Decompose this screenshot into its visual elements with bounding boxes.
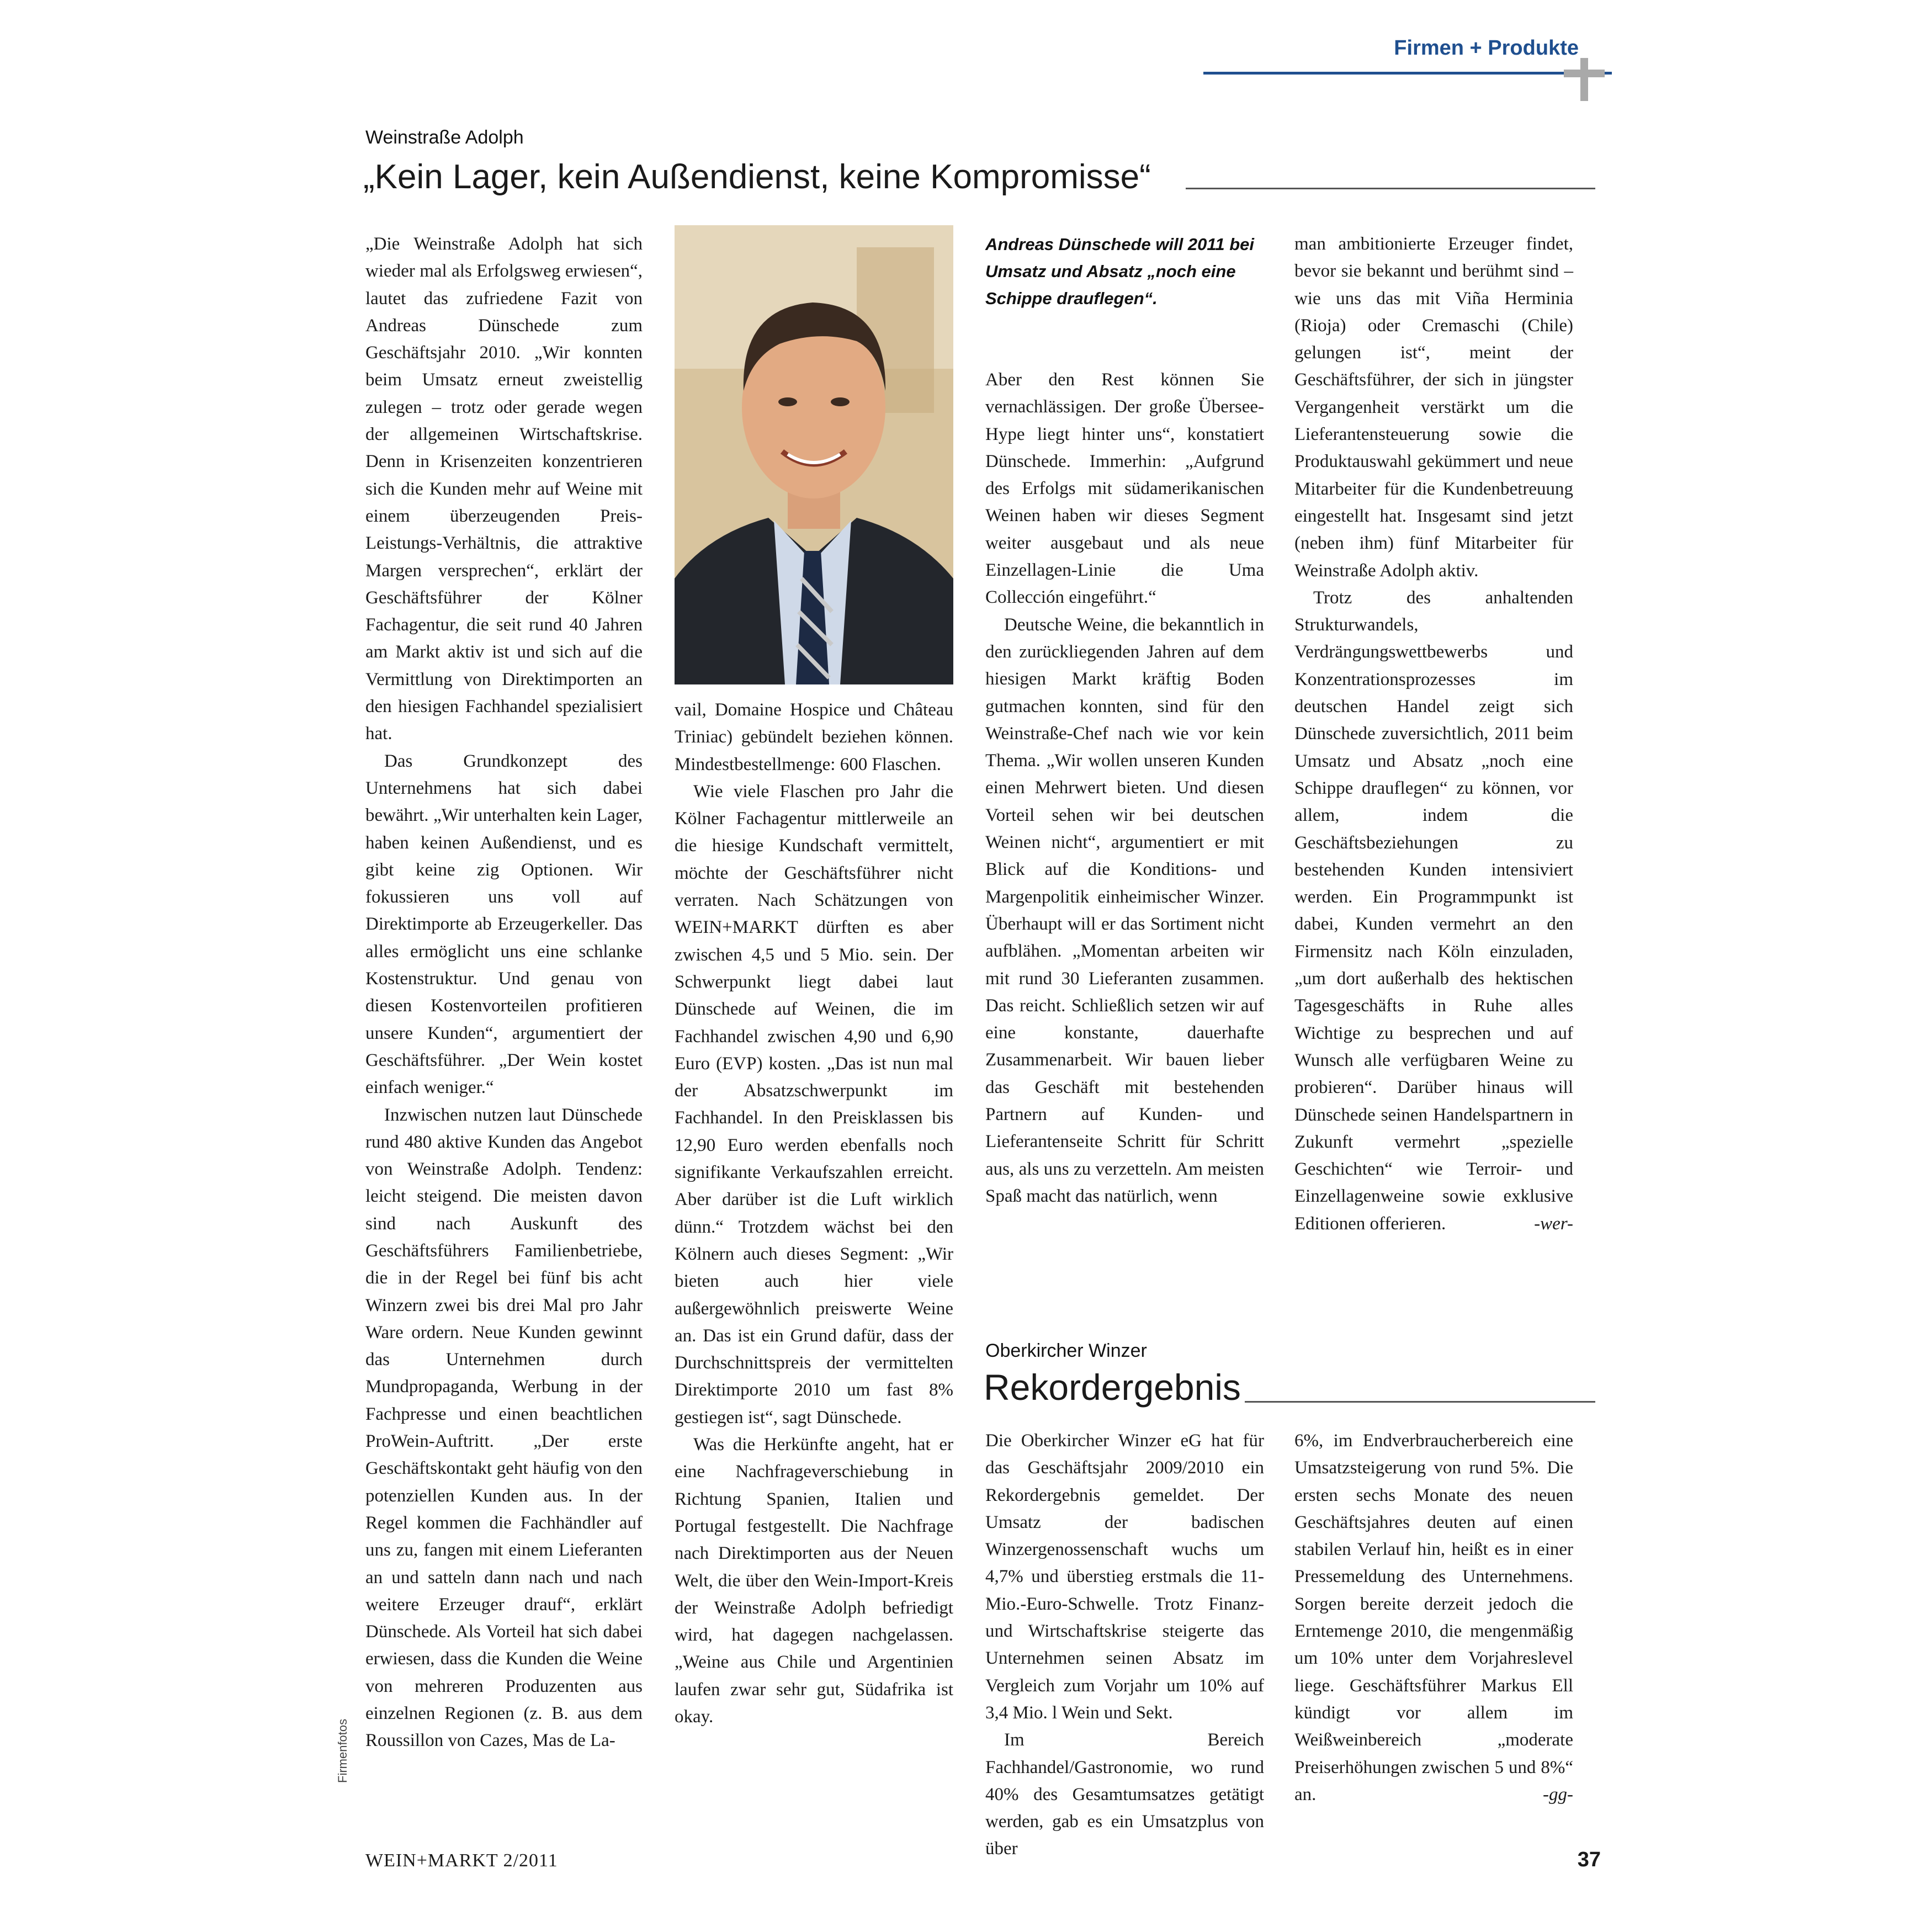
- paragraph: Trotz des anhaltenden Strukturwandels, Verdrängungswettbewerbs und Konzentrationsprozesses im deutschen Handel zeigt sich Dünschede zuversichtlich, 2011 beim Umsatz und Absatz „noch eine Schippe drauflegen“ zu können, vor allem, indem die Geschäftsbeziehungen zu bestehenden Kunden intensiviert werden. Ein Programmpunkt ist dabei, Kunden vermehrt an den Firmensitz nach Köln einzuladen, „um dort außerhalb des hektischen Tagesgeschäfts in Ruhe alles Wichtige zu besprechen und auf Wunsch alle verfügbaren Weine zu probieren“. Darüber hinaus will Dünschede seinen Handelspartnern in Zukunft vermehrt „spezielle Geschichten“ wie Terroir- und Einzellagenweine sowie exklusive Editionen offerieren.: [1294, 587, 1573, 1234]
- article1-headline-rule: [1186, 188, 1595, 189]
- article2-column-1: [985, 1427, 1264, 1863]
- section-label: Firmen + Produkte: [1394, 36, 1579, 60]
- photo-caption: Andreas Dünschede will 2011 bei Umsatz und Absatz „noch eine Schippe drauflegen“.: [985, 235, 1254, 308]
- paragraph: Was die Herkünfte angeht, hat er eine Nachfrageverschiebung in Richtung Spanien, Italien und Portugal festgestellt. Die Nachfrage nach Direktimporten aus der Neuen Welt, die über den Wein-Import-Kreis der Weinstraße Adolph befriedigt wird, hat dagegen nachgelassen. „Weine aus Chile und Argentinien laufen zwar sehr gut, Südafrika ist okay.: [675, 1435, 953, 1727]
- article2-kicker: Oberkircher Winzer: [985, 1340, 1147, 1361]
- plus-icon-horizontal: [1564, 70, 1605, 77]
- plus-icon-vertical: [1580, 58, 1588, 101]
- article1-kicker: Weinstraße Adolph: [365, 127, 524, 148]
- paragraph: vail, Domaine Hospice und Château Triniac) gebündelt beziehen können. Mindestbestellmenge: 600 Flaschen.: [675, 700, 953, 774]
- paragraph: Wie viele Flaschen pro Jahr die Kölner Fachagentur mittlerweile an die hiesige Kundschaft vermittelt, möchte der Geschäftsführer nicht verraten. Nach Schätzungen von WEIN+MARKT dürften es aber zwischen 4,5 und 5 Mio. sein. Der Schwerpunkt liegt dabei laut Dünschede auf Weinen, die im Fachhandel zwischen 4,90 und 6,90 Euro (EVP) kosten. „Das ist nun mal der Absatzschwerpunkt im Fachhandel. In den Preisklassen bis 12,90 Euro werden ebenfalls noch signifikante Verkaufszahlen erreicht. Aber darüber ist die Luft wirklich dünn.“ Trotzdem wächst bei den Kölnern auch dieses Segment: „Wir bieten auch hier viele außergewöhnlich preiswerte Weine an. Das ist ein Grund dafür, dass der Durchschnittspreis der vermittelten Direktimporte 2010 um fast 8% gestiegen ist“, sagt Dünschede.: [675, 781, 953, 1427]
- paragraph: man ambitionierte Erzeuger findet, bevor sie bekannt und berühmt sind – wie uns das mit Viña Herminia (Rioja) oder Cremaschi (Chile) gelungen ist“, meint der Geschäftsführer, der sich in jüngster Vergangenheit verstärkt um die Lieferantensteuerung sowie die Produktauswahl gekümmert und neue Mitarbeiter für die Kundenbetreuung eingestellt hat. Insgesamt sind jetzt (neben ihm) fünf Mitarbeiter für Weinstraße Adolph aktiv.: [1294, 234, 1573, 581]
- article1-column-1: [365, 231, 643, 1755]
- article1-column-3: [985, 367, 1264, 1210]
- paragraph: Inzwischen nutzen laut Dünschede rund 480 aktive Kunden das Angebot von Weinstraße Adolph. Tendenz: leicht steigend. Die meisten davon sind nach Auskunft des Geschäftsführers Familienbetriebe, die in der Regel bei fünf bis acht Winzern zwei bis drei Mal pro Jahr Ware ordern. Neue Kunden gewinnt das Unternehmen durch Mundpropaganda, Werbung in der Fachpresse und einen beachtlichen ProWein-Auftritt. „Der erste Geschäftskontakt geht häufig von den potenziellen Kunden aus. In der Regel kommen die Fachhändler auf uns zu, fangen mit einem Lieferanten an und satteln dann nach und nach weitere Erzeuger drauf“, erklärt Dünschede. Als Vorteil hat sich dabei erwiesen, dass die Kunden die Weine von mehreren Produzenten aus einzelnen Regionen (z. B. aus dem Roussillon von Cazes, Mas de La-: [365, 1105, 643, 1751]
- paragraph: 6%, im Endverbraucherbereich eine Umsatzsteigerung von rund 5%. Die ersten sechs Monate des neuen Geschäftsjahres deuten auf einen stabilen Verlauf hin, heißt es in einer Pressemeldung des Unternehmens. Sorgen bereite derzeit jedoch die Erntemenge 2010, die mengenmäßig um 10% unter dem Vorjahreslevel liege. Geschäftsführer Markus Ell kündigt vor allem im Weißweinbereich „moderate Preiserhöhungen zwischen 5 und 8%“ an.: [1294, 1431, 1573, 1804]
- article2-headline: Rekordergebnis: [984, 1367, 1241, 1408]
- article1-headline: „Kein Lager, kein Außendienst, keine Kompromisse“: [363, 158, 1151, 196]
- article2-column-2: [1294, 1427, 1573, 1808]
- header-rule: [1203, 72, 1612, 75]
- article1-column-2: [675, 697, 953, 1731]
- footer-page-number: 37: [1577, 1848, 1601, 1871]
- paragraph: Aber den Rest können Sie vernachlässigen. Der große Übersee-Hype liegt hinter uns“, konstatiert Dünschede. Immerhin: „Aufgrund des Erfolgs mit südamerikanischen Weinen haben wir dieses Segment weiter ausgebaut und als neue Einzellagen-Linie die Uma Collección eingeführt.“: [985, 370, 1264, 608]
- paragraph: Die Oberkircher Winzer eG hat für das Geschäftsjahr 2009/2010 ein Rekordergebnis gemeldet. Der Umsatz der badischen Winzergenossenschaft wuchs um 4,7% und überstieg erstmals die 11-Mio.-Euro-Schwelle. Trotz Finanz- und Wirtschaftskrise steigerte das Unternehmen seinen Absatz im Vergleich zum Vorjahr um 10% auf 3,4 Mio. l Wein und Sekt.: [985, 1431, 1264, 1723]
- portrait-photo: [675, 225, 953, 684]
- photo-credit: Firmenfotos: [336, 1718, 349, 1783]
- paragraph: Deutsche Weine, die bekanntlich in den zurückliegenden Jahren auf dem hiesigen Markt kräftig Boden gutmachen konnten, sind für den Weinstraße-Chef nach wie vor kein Thema. „Wir wollen unseren Kunden einen Mehrwert bieten. Und diesen Vorteil sehen wir bei deutschen Weinen nicht“, argumentiert er mit Blick auf die Konditions- und Margenpolitik einheimischer Winzer. Überhaupt will er das Sortiment nicht aufblähen. „Momentan arbeiten wir mit rund 30 Lieferanten zusammen. Das reicht. Schließlich setzen wir auf eine konstante, dauerhafte Zusammenarbeit. Wir bauen lieber das Geschäft mit bestehenden Partnern auf Kunden- und Lieferantenseite Schritt für Schritt aus, als uns zu verzetteln. Am meisten Spaß macht das natürlich, wenn: [985, 614, 1264, 1206]
- article1-column-4: [1294, 231, 1573, 1238]
- article2-headline-rule: [1245, 1401, 1595, 1403]
- article1-signature: -wer-: [1534, 1213, 1573, 1234]
- footer-publication: WEIN+MARKT 2/2011: [365, 1850, 558, 1871]
- paragraph: Im Bereich Fachhandel/Gastronomie, wo rund 40% des Gesamtumsatzes getätigt werden, gab es ein Umsatzplus von über: [985, 1730, 1264, 1859]
- paragraph: Das Grundkonzept des Unternehmens hat sich dabei bewährt. „Wir unterhalten kein Lager, haben keinen Außendienst, und es gibt keine zig Optionen. Wir fokussieren uns voll auf Direktimporte ab Erzeugerkeller. Das alles ermöglicht uns eine schlanke Kostenstruktur. Und genau von diesen Kostenvorteilen profitieren unsere Kunden“, argumentiert der Geschäftsführer. „Der Wein kostet einfach weniger.“: [365, 751, 643, 1098]
- portrait-illustration: [675, 225, 953, 684]
- paragraph: „Die Weinstraße Adolph hat sich wieder mal als Erfolgsweg erwiesen“, lautet das zufriedene Fazit von Andreas Dünschede zum Geschäftsjahr 2010. „Wir konnten beim Umsatz erneut zweistellig zulegen – trotz oder gerade wegen der allgemeinen Wirtschaftskrise. Denn in Krisenzeiten konzentrieren sich die Kunden mehr auf Weine mit einem überzeugenden Preis-Leistungs-Verhältnis, die attraktive Margen versprechen“, erklärt der Geschäftsführer der Kölner Fachagentur, die seit rund 40 Jahren am Markt aktiv ist und sich auf die Vermittlung von Direktimporten an den hiesigen Fachhandel spezialisiert hat.: [365, 234, 643, 744]
- article2-signature: -gg-: [1543, 1785, 1573, 1805]
